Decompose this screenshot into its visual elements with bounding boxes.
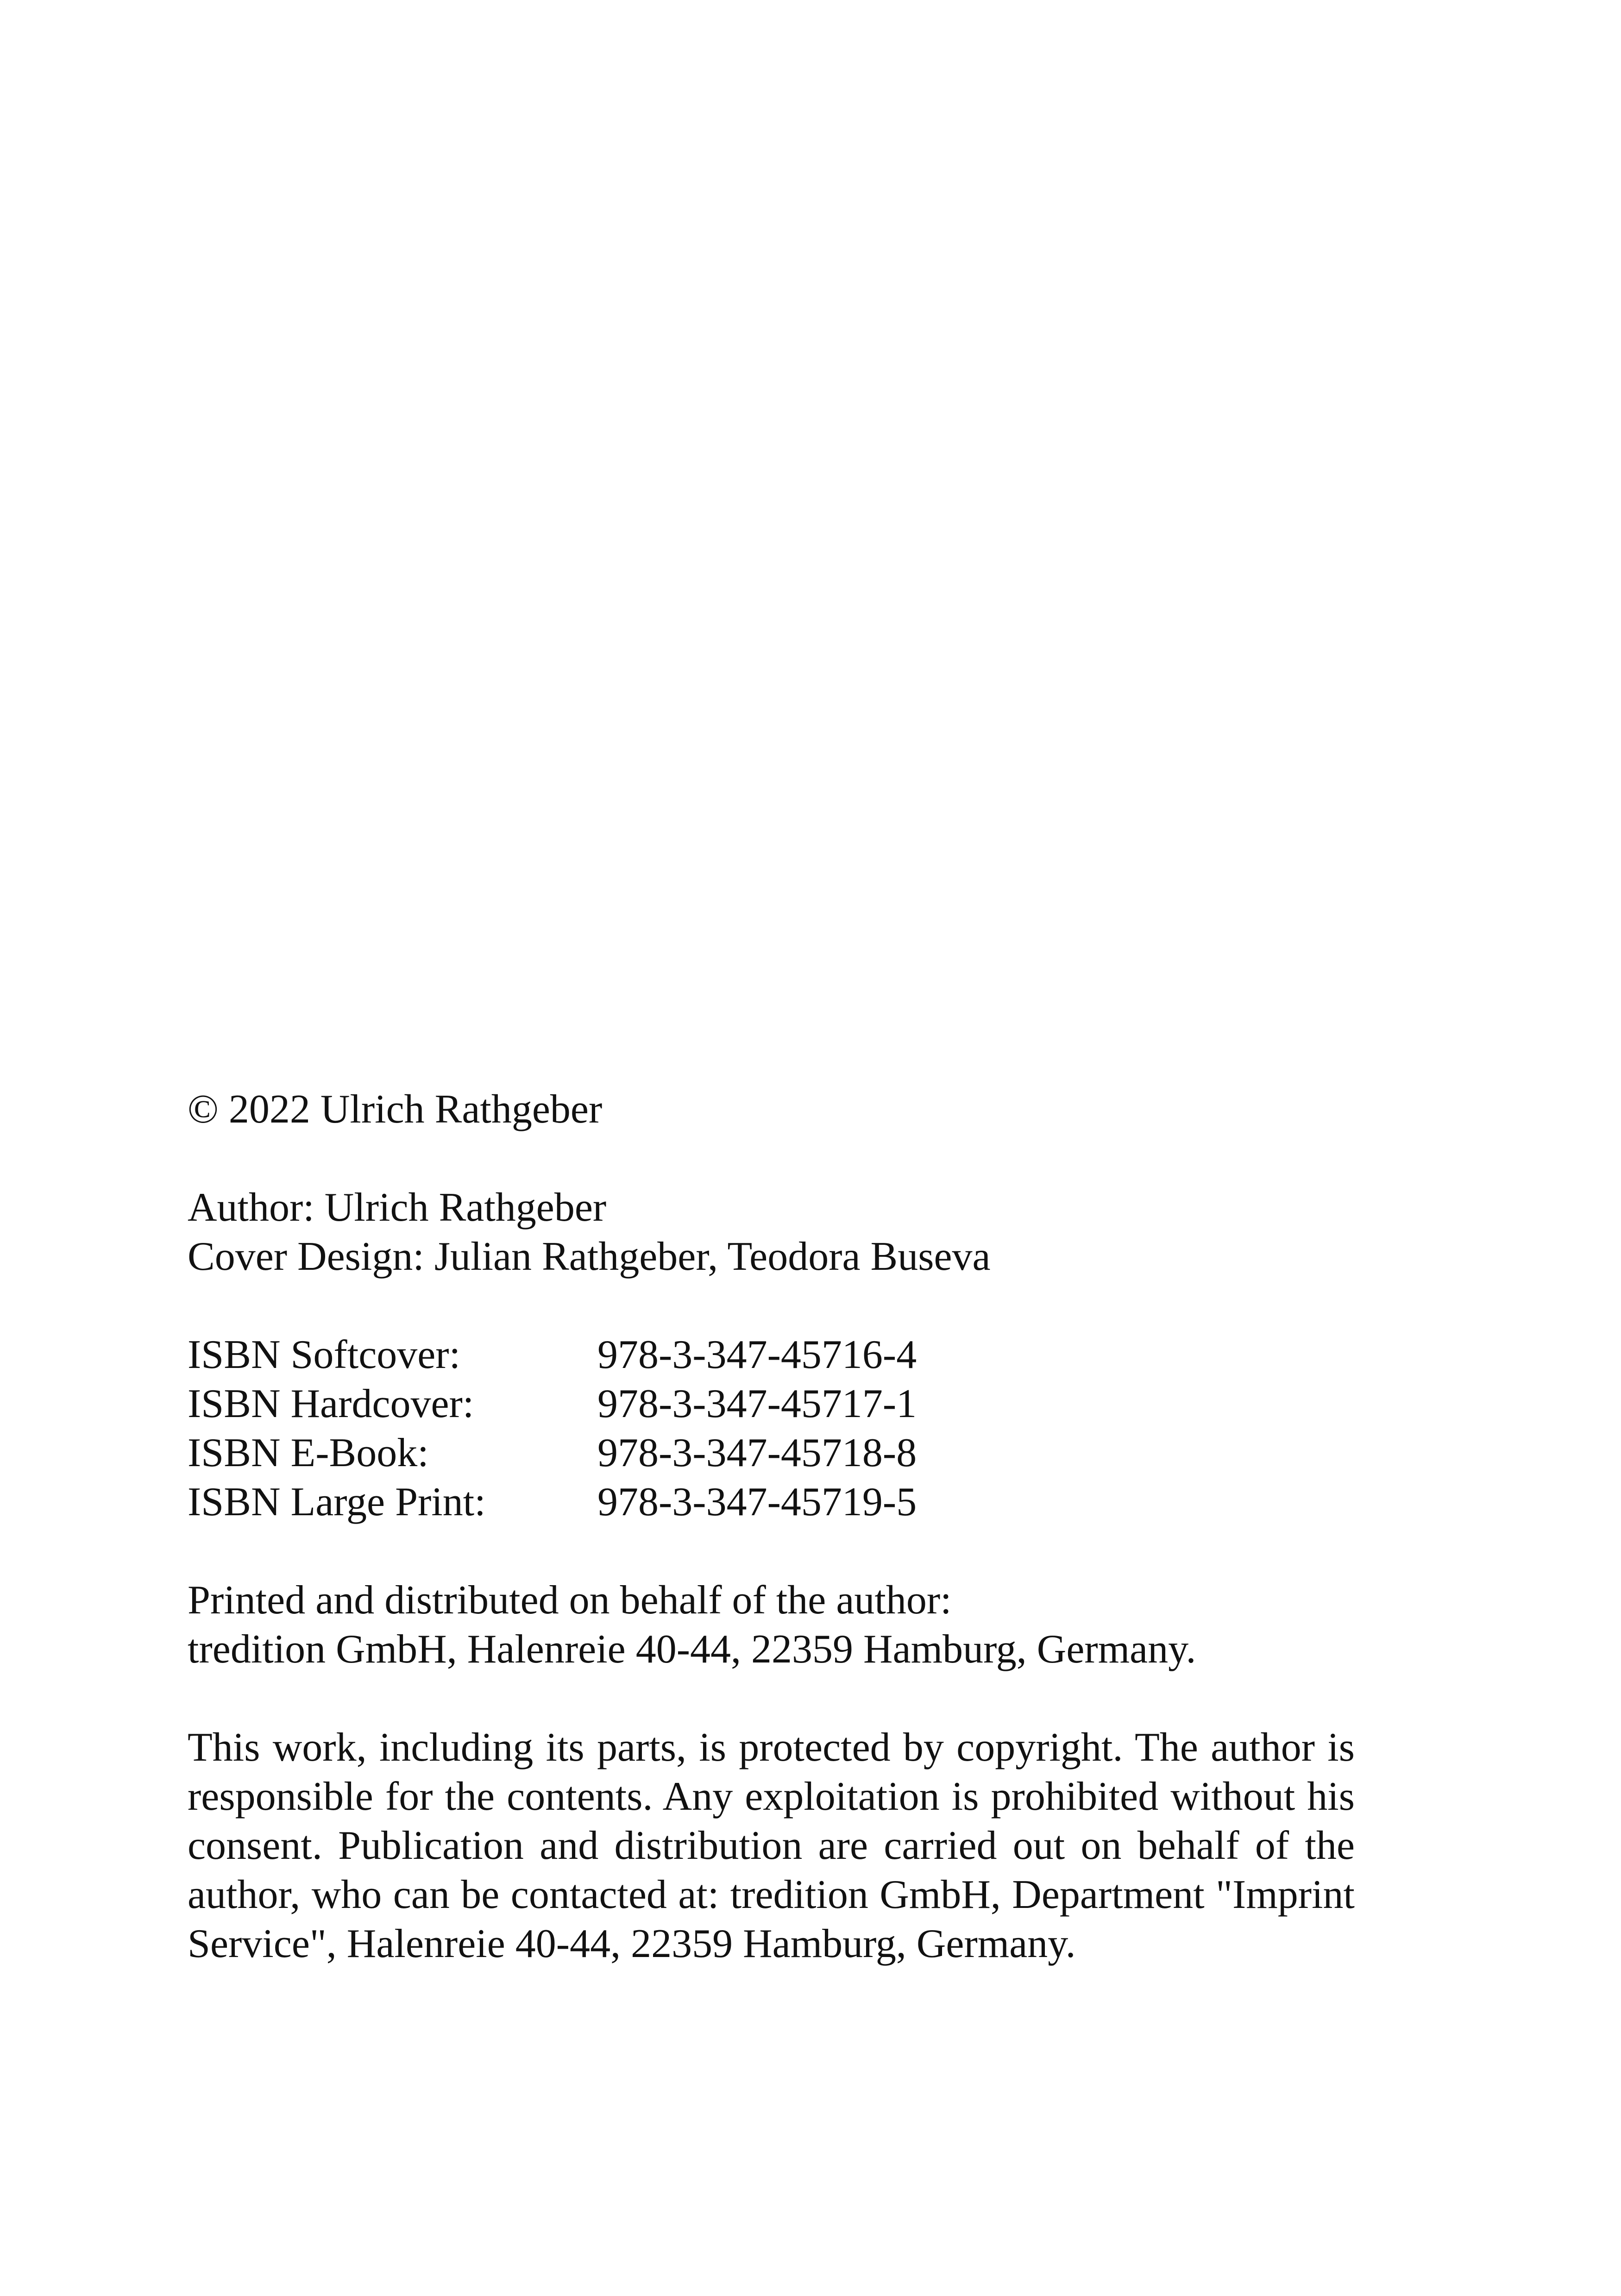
cover-design-credit: Cover Design: Julian Rathgeber, Teodora Buseva — [188, 1234, 991, 1279]
isbn-number: 978-3-347-45718-8 — [597, 1430, 917, 1475]
isbn-row-ebook — [188, 1429, 1355, 1478]
isbn-row-softcover — [188, 1330, 1355, 1380]
printer-statement: Printed and distributed on behalf of the author: — [188, 1578, 952, 1623]
spacer — [188, 1281, 1355, 1330]
isbn-label: ISBN E-Book: — [188, 1430, 429, 1475]
copyright-legal-notice: This work, including its parts, is protected by copyright. The author is responsible for the contents. Any exploitation is prohibited without his consent. Publication and distribution are carried out on behalf of the author, who can be contacted at: tredition GmbH, Department "Imprint Service", Halenreie 40-44, 22359 Hamburg, Germany. — [188, 1725, 1355, 1966]
author-credit: Author: Ulrich Rathgeber — [188, 1185, 607, 1230]
isbn-number: 978-3-347-45719-5 — [597, 1480, 917, 1524]
isbn-label: ISBN Hardcover: — [188, 1381, 474, 1426]
isbn-number: 978-3-347-45717-1 — [597, 1381, 917, 1426]
spacer — [188, 1527, 1355, 1576]
printer-address: tredition GmbH, Halenreie 40-44, 22359 Hamburg, Germany. — [188, 1627, 1196, 1672]
spacer — [188, 1134, 1355, 1183]
imprint-block — [188, 1085, 1355, 1969]
isbn-row-hardcover — [188, 1380, 1355, 1429]
isbn-label: ISBN Softcover: — [188, 1332, 461, 1377]
copyright-line: © 2022 Ulrich Rathgeber — [188, 1087, 603, 1132]
spacer — [188, 1674, 1355, 1723]
isbn-row-large-print — [188, 1478, 1355, 1527]
isbn-number: 978-3-347-45716-4 — [597, 1332, 917, 1377]
isbn-label: ISBN Large Print: — [188, 1480, 486, 1524]
